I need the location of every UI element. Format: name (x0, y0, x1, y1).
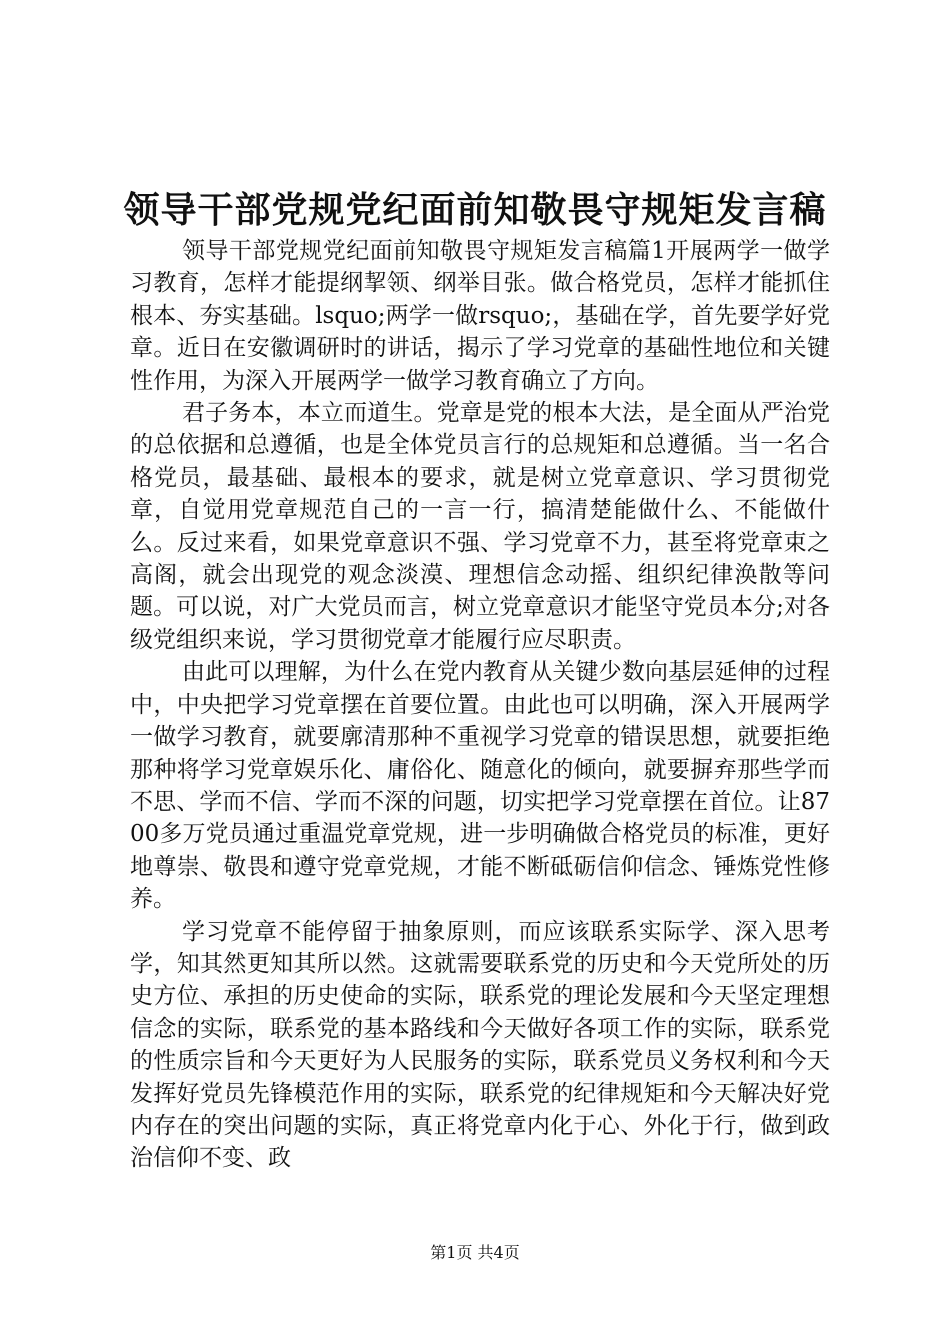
paragraph-1: 领导干部党规党纪面前知敬畏守规矩发言稿篇1开展两学一做学习教育，怎样才能提纲挈领、纲举目张。做合格党员，怎样才能抓住根本、夯实基础。lsquo;两学一做rsquo;，基础在学，首先要学好党章。近日在安徽调研时的讲话，揭示了学习党章的基础性地位和关键性作用，为深入开展两学一做学习教育确立了方向。 (130, 238, 830, 394)
paragraph-4: 学习党章不能停留于抽象原则，而应该联系实际学、深入思考学，知其然更知其所以然。这就需要联系党的历史和今天党所处的历史方位、承担的历史使命的实际，联系党的理论发展和今天坚定理想信念的实际，联系党的基本路线和今天做好各项工作的实际，联系党的性质宗旨和今天更好为人民服务的实际，联系党员义务权利和今天发挥好党员先锋模范作用的实际，联系党的纪律规矩和今天解决好党内存在的突出问题的实际，真正将党章内化于心、外化于行，做到政治信仰不变、政 (130, 918, 830, 1172)
paragraph-3: 由此可以理解，为什么在党内教育从关键少数向基层延伸的过程中，中央把学习党章摆在首要位置。由此也可以明确，深入开展两学一做学习教育，就要廓清那种不重视学习党章的错误思想，就要拒绝那种将学习党章娱乐化、庸俗化、随意化的倾向，就要摒弃那些学而不思、学而不信、学而不深的问题，切实把学习党章摆在首位。让8700多万党员通过重温党章党规，进一步明确做合格党员的标准，更好地尊崇、敬畏和遵守党章党规，才能不断砥砺信仰信念、锤炼党性修养。 (130, 659, 830, 913)
document-body (130, 235, 830, 1185)
page-number-footer: 第1页 共4页 (430, 1243, 520, 1262)
paragraph-2: 君子务本，本立而道生。党章是党的根本大法，是全面从严治党的总依据和总遵循，也是全体党员言行的总规矩和总遵循。当一名合格党员，最基础、最根本的要求，就是树立党章意识、学习贯彻党章，自觉用党章规范自己的一言一行，搞清楚能做什么、不能做什么。反过来看，如果党章意识不强、学习党章不力，甚至将党章束之高阁，就会出现党的观念淡漠、理想信念动摇、组织纪律涣散等问题。可以说，对广大党员而言，树立党章意识才能坚守党员本分;对各级党组织来说，学习贯彻党章才能履行应尽职责。 (130, 400, 830, 653)
document-title: 领导干部党规党纪面前知敬畏守规矩发言稿 (123, 189, 827, 231)
